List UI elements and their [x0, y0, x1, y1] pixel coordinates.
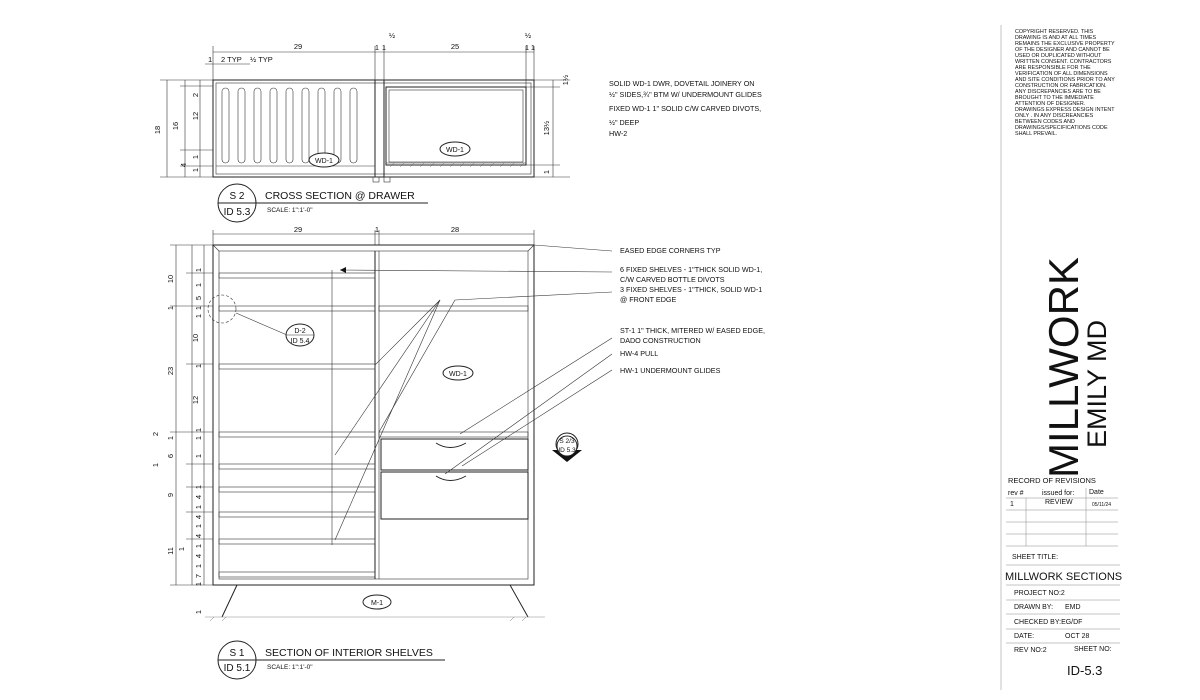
- copyright-line: ARE RESPONSIBLE FOR THE: [1015, 65, 1091, 71]
- shelf-note: DADO CONSTRUCTION: [620, 336, 701, 345]
- callout-sheet: ID 5.3: [558, 447, 576, 454]
- dim-label: 1: [530, 43, 536, 52]
- dim-label: 1: [194, 543, 203, 549]
- callout-id: S 2: [229, 191, 245, 202]
- dim-label: 1: [194, 282, 203, 288]
- project-title: MILLWORK: [1040, 257, 1087, 478]
- dim-label: 4: [194, 533, 203, 539]
- rev-issued-for: REVIEW: [1045, 499, 1073, 506]
- title-block: [1001, 25, 1122, 690]
- callout-sheet: ID 5.3: [223, 207, 251, 218]
- section-marker-s2-3: [552, 433, 582, 462]
- dim-label: 1: [194, 267, 203, 273]
- dim-label: 11: [166, 547, 175, 555]
- left-shelves: [219, 273, 375, 577]
- shelf-note: C/W CARVED BOTTLE DIVOTS: [620, 275, 725, 284]
- checked-by: CHECKED BY:EG/DF: [1014, 619, 1083, 626]
- shelf-note: HW-1 UNDERMOUNT GLIDES: [620, 366, 721, 375]
- dim-label: 29: [293, 225, 303, 234]
- dim-label: 25: [450, 42, 460, 51]
- section-scale: SCALE: 1":1'-0": [267, 664, 313, 671]
- copyright-line: DRAWINGS/SPECIFICATIONS CODE: [1015, 125, 1108, 131]
- copyright-line: ATTENTION OF DESIGNER.: [1015, 101, 1086, 107]
- dim-label: ½: [388, 31, 396, 40]
- dim-label: 16: [171, 121, 180, 131]
- dim-label: 28: [450, 225, 460, 234]
- callout-id: S 1: [229, 648, 245, 659]
- dim-label: 1: [381, 43, 387, 52]
- sheet-number: ID-5.3: [1067, 663, 1103, 678]
- drawn-by-label: DRAWN BY:: [1014, 604, 1054, 611]
- drawer-pull-lower: [436, 476, 466, 481]
- dim-label: 1: [166, 435, 175, 441]
- dim-label: 1: [208, 55, 213, 64]
- date-label: DATE:: [1014, 633, 1035, 640]
- dim-label: 1: [524, 43, 530, 52]
- section-title: SECTION OF INTERIOR SHELVES: [265, 647, 433, 659]
- material-tag-label: WD-1: [315, 158, 333, 165]
- copyright-line: OF THE DESIGNER AND CANNOT BE: [1015, 47, 1110, 53]
- dim-label: 1: [194, 523, 203, 529]
- drawer-note: SOLID WD-1 DWR, DOVETAIL JOINERY ON: [609, 79, 755, 88]
- dim-label: 1: [191, 154, 200, 160]
- copyright-line: USED OR DUPLICATED WITHOUT: [1015, 53, 1102, 59]
- sheet-no-label: SHEET NO:: [1074, 646, 1112, 653]
- dim-label: 5: [194, 295, 203, 301]
- dim-label: 4: [194, 553, 203, 559]
- dim-label: 18: [153, 125, 162, 135]
- dim-label: 1: [191, 167, 200, 173]
- section-title: CROSS SECTION @ DRAWER: [265, 190, 415, 202]
- rev-header: issued for:: [1042, 490, 1075, 497]
- dim-label: 9: [166, 492, 175, 498]
- copyright-line: REMAINS THE EXCLUSIVE PROPERTY: [1015, 41, 1115, 47]
- designer-name: EMILY MD: [1082, 319, 1112, 448]
- dim-label: 1: [194, 484, 203, 490]
- dim-label: 10: [166, 274, 175, 284]
- drawer-front-upper: [381, 439, 528, 470]
- shelf-note: ST-1 1" THICK, MITERED W/ EASED EDGE,: [620, 326, 765, 335]
- shelf-note: EASED EDGE CORNERS TYP: [620, 246, 721, 255]
- shelf-note: HW-4 PULL: [620, 349, 659, 358]
- dim-label: 1: [194, 504, 203, 510]
- material-tag-label: WD-1: [446, 147, 464, 154]
- copyright-line: CONSTRUCTION OR FABRICATION.: [1015, 83, 1107, 89]
- copyright-line: ONLY . IN ANY DISCREANCIES: [1015, 113, 1094, 119]
- copyright-line: WRITTEN CONSENT. CONTRACTORS: [1015, 59, 1112, 65]
- drawn-by: EMD: [1065, 604, 1081, 611]
- dim-label: 1: [194, 435, 203, 441]
- dim-label: 1: [194, 453, 203, 459]
- section-callout-s1: [218, 641, 445, 679]
- copyright-notice: [1015, 29, 1115, 137]
- dim-label: 2 TYP: [221, 55, 242, 64]
- rev-header: Date: [1089, 489, 1104, 496]
- callout-sheet: ID 5.1: [223, 663, 251, 674]
- dim-label: 7: [194, 573, 203, 579]
- copyright-line: VERIFICATION OF ALL DIMENSIONS: [1015, 71, 1108, 77]
- dim-label: ½: [524, 31, 532, 40]
- copyright-line: SHALL PREVAIL.: [1015, 131, 1058, 137]
- dim-label: ½ TYP: [250, 55, 273, 64]
- revisions-label: RECORD OF REVISIONS: [1008, 476, 1096, 485]
- drawer-note: FIXED WD-1 1" SOLID C/W CARVED DIVOTS,: [609, 104, 762, 113]
- dim-label: 23: [166, 366, 175, 376]
- shelf-section: [151, 225, 765, 679]
- project-number: PROJECT NO:2: [1014, 590, 1065, 597]
- dim-label: 4: [179, 162, 188, 168]
- dim-label: 1½: [561, 74, 570, 86]
- dim-label: 12: [191, 111, 200, 121]
- sheet-title: MILLWORK SECTIONS: [1005, 571, 1123, 583]
- dim-label: 29: [293, 42, 303, 51]
- drawer-note: ½" DEEP: [609, 118, 640, 127]
- callout-sheet: ID 5.4: [290, 338, 310, 345]
- copyright-line: BROUGHT TO THE IMMEDIATE: [1015, 95, 1094, 101]
- dim-label: 2: [151, 431, 160, 437]
- dim-label: 4: [194, 494, 203, 500]
- detail-bubble: [208, 295, 236, 323]
- copyright-line: ANY DISCREPANCIES ARE TO BE: [1015, 89, 1101, 95]
- material-tag-label: M-1: [370, 600, 384, 607]
- callout-id: D-2: [294, 328, 306, 335]
- dim-label: 12: [191, 395, 200, 405]
- dim-label: 1: [151, 462, 160, 468]
- copyright-line: COPYRIGHT RESERVED. THIS: [1015, 29, 1094, 35]
- dim-label: 13½: [542, 120, 551, 136]
- copyright-line: DRAWINGS EXPRESS DESIGN INTENT: [1015, 107, 1115, 113]
- drawer-front-lower: [381, 472, 528, 519]
- dim-label: 1: [194, 305, 203, 311]
- rev-date: 05/11/24: [1092, 502, 1112, 508]
- section-scale: SCALE: 1":1'-0": [267, 207, 313, 214]
- dim-label: 2: [191, 92, 200, 98]
- shelf-note: 6 FIXED SHELVES - 1"THICK SOLID WD-1,: [620, 265, 763, 274]
- carved-divots: [222, 88, 357, 163]
- callout-id: S 2/3: [559, 438, 575, 445]
- dim-label: 1: [374, 225, 380, 234]
- section-callout-s2: [218, 184, 428, 222]
- dim-label: 1: [166, 305, 175, 311]
- rev-number: 1: [1010, 501, 1014, 508]
- drawer-cross-section: [153, 31, 762, 222]
- dim-label: 1: [374, 43, 380, 52]
- dim-label: 10: [191, 333, 200, 343]
- drawer-note: ½" SIDES,¾" BTM W/ UNDERMOUNT GLIDES: [609, 90, 762, 99]
- note-leaders: [335, 245, 612, 540]
- dim-label: 6: [166, 453, 175, 459]
- dim-label: 1: [194, 581, 203, 587]
- drawer-note: HW-2: [609, 129, 628, 138]
- dim-label: 1: [194, 609, 203, 615]
- material-tag-label: WD-1: [449, 371, 467, 378]
- sheet-title-label: SHEET TITLE:: [1012, 554, 1059, 561]
- dim-label: 4: [194, 514, 203, 520]
- dim-label: 1: [177, 546, 186, 552]
- copyright-line: AND SITE CONDITIONS PRIOR TO ANY: [1015, 77, 1115, 83]
- shelf-note: @ FRONT EDGE: [620, 295, 677, 304]
- cabinet-outline: [213, 245, 534, 585]
- copyright-line: DRAWING IS AND AT ALL TIMES: [1015, 35, 1097, 41]
- date-value: OCT 28: [1065, 633, 1090, 640]
- dim-label: 1: [542, 169, 551, 175]
- dim-label: 1: [194, 363, 203, 369]
- dim-label: 1: [194, 427, 203, 433]
- rev-no: REV NO:2: [1014, 647, 1047, 654]
- rev-header: rev #: [1008, 490, 1024, 497]
- drawer-pull-upper: [436, 443, 466, 448]
- left-dimension-ticks: [170, 245, 213, 585]
- dim-label: 1: [194, 313, 203, 319]
- dim-label: 1: [194, 563, 203, 569]
- shelf-note: 3 FIXED SHELVES - 1"THICK, SOLID WD-1: [620, 285, 763, 294]
- copyright-line: BETWEEN CODES AND: [1015, 119, 1075, 125]
